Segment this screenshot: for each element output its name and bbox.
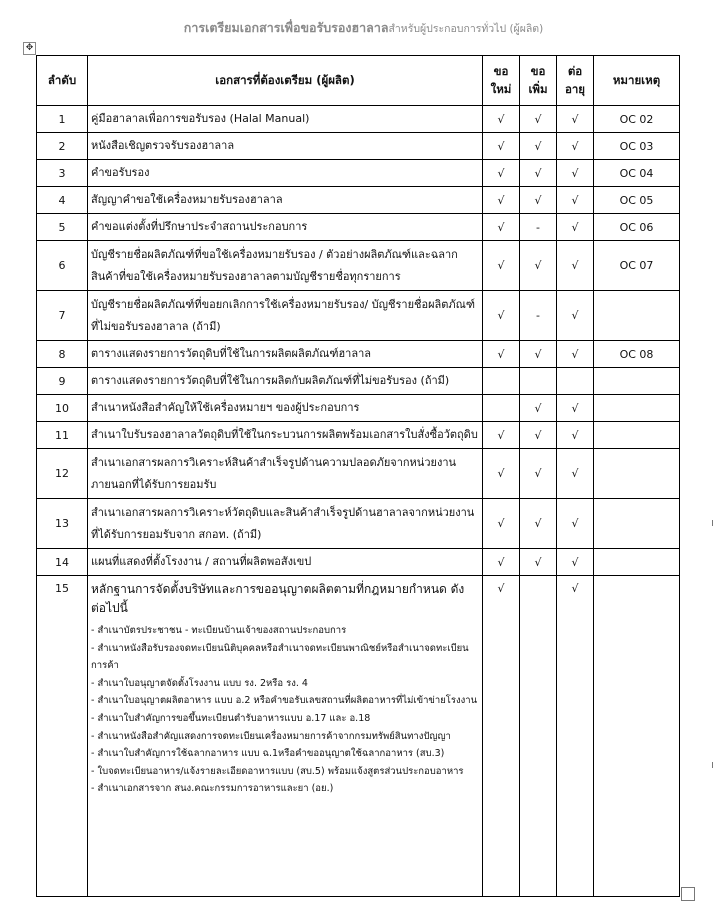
row-no: 6 bbox=[37, 241, 88, 291]
row-no: 14 bbox=[37, 549, 88, 576]
table-row bbox=[37, 422, 680, 449]
table-row bbox=[37, 214, 680, 241]
row-renew: √ bbox=[557, 214, 594, 241]
row-note: OC 07 bbox=[594, 241, 680, 291]
row-new: √ bbox=[483, 549, 520, 576]
page-title bbox=[0, 18, 727, 38]
table-row bbox=[37, 133, 680, 160]
row-no: 2 bbox=[37, 133, 88, 160]
table-row bbox=[37, 341, 680, 368]
row-document: บัญชีรายชื่อผลิตภัณฑ์ที่ขอใช้เครื่องหมายรับรอง / ตัวอย่างผลิตภัณฑ์และฉลากสินค้าที่ขอใช้เครื่องหมายรับรองฮาลาลตามบัญชีรายชื่อทุกรายการ bbox=[88, 241, 483, 291]
row-new: √ bbox=[483, 576, 520, 897]
row-note bbox=[594, 291, 680, 341]
title-sub: สำหรับผู้ประกอบการทั่วไป (ผู้ผลิต) bbox=[388, 23, 544, 35]
row-note bbox=[594, 422, 680, 449]
table-row bbox=[37, 395, 680, 422]
list-item: - สำเนาบัตรประชาชน - ทะเบียนบ้านเจ้าของสถานประกอบการ bbox=[91, 625, 347, 636]
row-renew: √ bbox=[557, 160, 594, 187]
row-add: √ bbox=[520, 395, 557, 422]
row-document: หนังสือเชิญตรวจรับรองฮาลาล bbox=[88, 133, 483, 160]
row-new: √ bbox=[483, 449, 520, 499]
row-renew: √ bbox=[557, 449, 594, 499]
header-new: ขอ ใหม่ bbox=[483, 56, 520, 106]
row-no: 13 bbox=[37, 499, 88, 549]
margin-marker bbox=[712, 762, 716, 768]
row-no: 15 bbox=[37, 576, 88, 897]
row-add: √ bbox=[520, 422, 557, 449]
documents-table bbox=[36, 55, 680, 897]
header-document: เอกสารที่ต้องเตรียม (ผู้ผลิต) bbox=[88, 56, 483, 106]
row-document: บัญชีรายชื่อผลิตภัณฑ์ที่ขอยกเลิกการใช้เครื่องหมายรับรอง/ บัญชีรายชื่อผลิตภัณฑ์ที่ไม่ขอรับรองฮาลาล (ถ้ามี) bbox=[88, 291, 483, 341]
list-item: - สำเนาเอกสารจาก สนง.คณะกรรมการอาหารและยา (อย.) bbox=[91, 783, 334, 795]
row-add: √ bbox=[520, 499, 557, 549]
table-row bbox=[37, 241, 680, 291]
row-new: √ bbox=[483, 341, 520, 368]
list-item: - ใบจดทะเบียนอาหาร/แจ้งรายละเอียดอาหารแบบ (สบ.5) พร้อมแจ้งสูตรส่วนประกอบอาหาร bbox=[91, 765, 464, 777]
row-add bbox=[520, 368, 557, 395]
row-no: 11 bbox=[37, 422, 88, 449]
row-renew: √ bbox=[557, 549, 594, 576]
row-note bbox=[594, 395, 680, 422]
title-main: การเตรียมเอกสารเพื่อขอรับรองฮาลาล bbox=[183, 20, 389, 35]
row15-heading: หลักฐานการจัดตั้งบริษัทและการขออนุญาตผลิตตามที่กฎหมายกำหนด ดังต่อไปนี้ bbox=[91, 582, 465, 615]
table-row bbox=[37, 576, 680, 897]
row-document: สำเนาใบรับรองฮาลาลวัตถุดิบที่ใช้ในกระบวนการผลิตพร้อมเอกสารใบสั่งซื้อวัตถุดิบ bbox=[88, 422, 483, 449]
row-add: - bbox=[520, 214, 557, 241]
row-renew: √ bbox=[557, 395, 594, 422]
list-item: - สำเนาใบอนุญาตจัดตั้งโรงงาน แบบ รง. 2หรือ รง. 4 bbox=[91, 677, 308, 689]
row-new bbox=[483, 395, 520, 422]
row-document: แผนที่แสดงที่ตั้งโรงงาน / สถานที่ผลิตพอสังเขป bbox=[88, 549, 483, 576]
row-add: √ bbox=[520, 341, 557, 368]
row-renew: √ bbox=[557, 291, 594, 341]
list-item: - สำเนาหนังสือสำคัญแสดงการจดทะเบียนเครื่องหมายการค้าจากกรมทรัพย์สินทางปัญญา bbox=[91, 730, 451, 742]
header-note: หมายเหตุ bbox=[594, 56, 680, 106]
row-renew: √ bbox=[557, 341, 594, 368]
table-row bbox=[37, 106, 680, 133]
table-row bbox=[37, 187, 680, 214]
row-note: OC 02 bbox=[594, 106, 680, 133]
row-document: สำเนาเอกสารผลการวิเคราะห์วัตถุดิบและสินค้าสำเร็จรูปด้านฮาลาลจากหน่วยงานที่ได้รับการยอมรับจาก สกอท. (ถ้ามี) bbox=[88, 499, 483, 549]
row-note bbox=[594, 449, 680, 499]
table-row bbox=[37, 291, 680, 341]
row-note bbox=[594, 499, 680, 549]
margin-marker bbox=[712, 520, 716, 526]
row-no: 10 bbox=[37, 395, 88, 422]
row-note: OC 03 bbox=[594, 133, 680, 160]
row-new: √ bbox=[483, 160, 520, 187]
row-renew: √ bbox=[557, 576, 594, 897]
row-add: √ bbox=[520, 187, 557, 214]
row-renew bbox=[557, 368, 594, 395]
row-new: √ bbox=[483, 241, 520, 291]
row-document: คำขอแต่งตั้งที่ปรึกษาประจำสถานประกอบการ bbox=[88, 214, 483, 241]
row-document bbox=[88, 576, 483, 897]
resize-handle-icon[interactable] bbox=[681, 887, 695, 901]
table-row bbox=[37, 160, 680, 187]
table-row bbox=[37, 368, 680, 395]
row-add: - bbox=[520, 291, 557, 341]
row-renew: √ bbox=[557, 422, 594, 449]
row-no: 1 bbox=[37, 106, 88, 133]
list-item: - สำเนาใบอนุญาตผลิตอาหาร แบบ อ.2 หรือคำขอรับเลขสถานที่ผลิตอาหารที่ไม่เข้าข่ายโรงงาน bbox=[91, 695, 478, 707]
row-document: ตารางแสดงรายการวัตถุดิบที่ใช้ในการผลิตผลิตภัณฑ์ฮาลาล bbox=[88, 341, 483, 368]
row-new: √ bbox=[483, 422, 520, 449]
table-move-handle-icon[interactable]: ✥ bbox=[23, 42, 36, 55]
row-add: √ bbox=[520, 133, 557, 160]
row-add: √ bbox=[520, 549, 557, 576]
row-new: √ bbox=[483, 187, 520, 214]
row-no: 8 bbox=[37, 341, 88, 368]
row-add: √ bbox=[520, 241, 557, 291]
row-document: สำเนาเอกสารผลการวิเคราะห์สินค้าสำเร็จรูปด้านความปลอดภัยจากหน่วยงานภายนอกที่ได้รับการยอมรับ bbox=[88, 449, 483, 499]
row-no: 7 bbox=[37, 291, 88, 341]
row-new: √ bbox=[483, 499, 520, 549]
row-new: √ bbox=[483, 106, 520, 133]
row-document: สำเนาหนังสือสำคัญให้ใช้เครื่องหมายฯ ของผู้ประกอบการ bbox=[88, 395, 483, 422]
row-document: สัญญาคำขอใช้เครื่องหมายรับรองฮาลาล bbox=[88, 187, 483, 214]
row-note bbox=[594, 576, 680, 897]
header-renew: ต่อ อายุ bbox=[557, 56, 594, 106]
list-item: - สำเนาใบสำคัญการขอขึ้นทะเบียนตำรับอาหารแบบ อ.17 และ อ.18 bbox=[91, 712, 371, 724]
row-add: √ bbox=[520, 160, 557, 187]
row-new: √ bbox=[483, 133, 520, 160]
row-add: √ bbox=[520, 449, 557, 499]
row-note: OC 06 bbox=[594, 214, 680, 241]
table-row bbox=[37, 549, 680, 576]
row-no: 12 bbox=[37, 449, 88, 499]
table-header-row bbox=[37, 56, 680, 106]
table-row bbox=[37, 499, 680, 549]
row-document: คำขอรับรอง bbox=[88, 160, 483, 187]
row-renew: √ bbox=[557, 241, 594, 291]
row-note bbox=[594, 368, 680, 395]
row-new: √ bbox=[483, 214, 520, 241]
list-item: - สำเนาหนังสือรับรองจดทะเบียนนิติบุคคลหรือสำเนาจดทะเบียนพาณิชย์หรือสำเนาจดทะเบียนการค้า bbox=[91, 642, 469, 672]
list-item: - สำเนาใบสำคัญการใช้ฉลากอาหาร แบบ ฉ.1หรือคำขออนุญาตใช้ฉลากอาหาร (สบ.3) bbox=[91, 748, 445, 760]
row-no: 5 bbox=[37, 214, 88, 241]
row-renew: √ bbox=[557, 133, 594, 160]
header-add: ขอ เพิ่ม bbox=[520, 56, 557, 106]
row-renew: √ bbox=[557, 187, 594, 214]
row-note: OC 04 bbox=[594, 160, 680, 187]
row-document: ตารางแสดงรายการวัตถุดิบที่ใช้ในการผลิตกับผลิตภัณฑ์ที่ไม่ขอรับรอง (ถ้ามี) bbox=[88, 368, 483, 395]
row-new: √ bbox=[483, 291, 520, 341]
row-add bbox=[520, 576, 557, 897]
header-no: ลำดับ bbox=[37, 56, 88, 106]
row-no: 4 bbox=[37, 187, 88, 214]
row-note: OC 08 bbox=[594, 341, 680, 368]
row-no: 3 bbox=[37, 160, 88, 187]
row15-item-list bbox=[91, 622, 479, 798]
row-renew: √ bbox=[557, 499, 594, 549]
row-add: √ bbox=[520, 106, 557, 133]
row-note: OC 05 bbox=[594, 187, 680, 214]
table-row bbox=[37, 449, 680, 499]
row-document: คู่มือฮาลาลเพื่อการขอรับรอง (Halal Manual) bbox=[88, 106, 483, 133]
row-renew: √ bbox=[557, 106, 594, 133]
row-note bbox=[594, 549, 680, 576]
row-no: 9 bbox=[37, 368, 88, 395]
row-new bbox=[483, 368, 520, 395]
